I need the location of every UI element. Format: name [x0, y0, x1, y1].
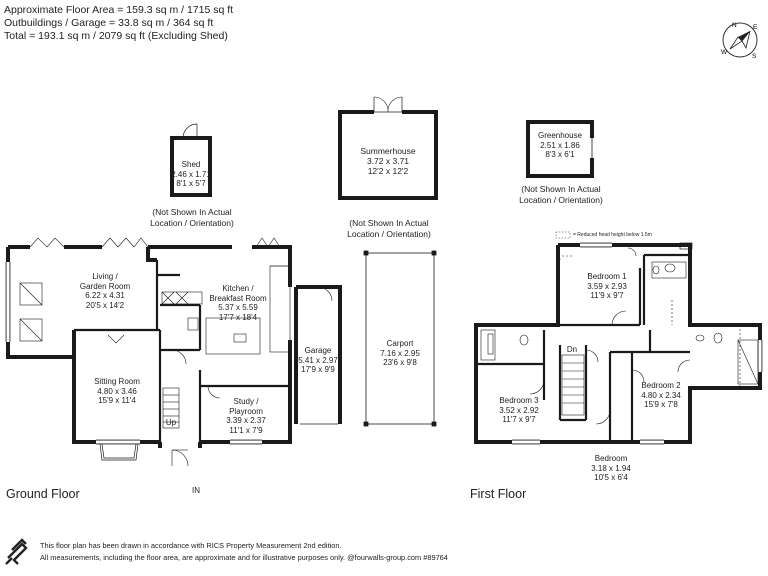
stairs-down-label: Dn: [566, 345, 578, 354]
head-height-key: [556, 232, 570, 238]
bedroom-3-label: Bedroom 3 3.52 x 2.92 11'7 x 9'7: [499, 396, 539, 424]
summerhouse-label: Summerhouse 3.72 x 3.71 12'2 x 12'2: [360, 146, 416, 176]
living-room-label: Living / Garden Room 6.22 x 4.31 20'5 x 14'2: [79, 272, 131, 310]
bedroom-1-label: Bedroom 1 3.59 x 2.93 11'9 x 9'7: [587, 272, 627, 300]
carport-label: Carport 7.16 x 2.95 23'6 x 9'8: [380, 339, 420, 367]
first-floor-fixtures: [481, 245, 758, 388]
outbuildings-area-line: Outbuildings / Garage = 33.8 sq m / 364 sq ft: [4, 17, 214, 29]
stairs-up-label: Up: [165, 418, 177, 427]
entrance-label: IN: [192, 486, 200, 495]
compass-w: W: [721, 49, 728, 56]
shed-label: Shed 2.46 x 1.71 8'1 x 5'7: [171, 160, 211, 188]
brand-logo-icon: [4, 532, 30, 566]
compass-n: N: [732, 22, 737, 29]
head-height-note: = Reduced head height below 1.5m: [573, 232, 652, 238]
living-room-fixtures: [20, 283, 42, 341]
first-floor-title: First Floor: [470, 487, 527, 501]
kitchen-label: Kitchen / Breakfast Room 5.37 x 5.59 17'7 x 18'4: [209, 284, 267, 322]
summerhouse-location-note: (Not Shown In Actual Location / Orientation): [347, 218, 431, 239]
sitting-room-label: Sitting Room 4.80 x 3.46 15'9 x 11'4: [94, 377, 140, 405]
floor-area-line: Approximate Floor Area = 159.3 sq m / 1715 sq ft: [4, 4, 234, 16]
first-floor-stairs: [562, 355, 584, 415]
rics-disclaimer: This floor plan has been drawn in accordance with RICS Property Measurement 2nd edition.: [40, 541, 342, 550]
study-label: Study / Playroom 3.39 x 2.37 11'1 x 7'9: [226, 397, 266, 435]
greenhouse-location-note: (Not Shown In Actual Location / Orientation): [519, 184, 603, 205]
compass-e: E: [753, 24, 758, 31]
shed-location-note: (Not Shown In Actual Location / Orientation): [150, 207, 234, 228]
compass-s: S: [752, 53, 757, 60]
total-area-line: Total = 193.1 sq m / 2079 sq ft (Excluding Shed): [4, 30, 228, 42]
greenhouse-label: Greenhouse 2.51 x 1.86 8'3 x 6'1: [537, 131, 583, 159]
ground-floor-title: Ground Floor: [6, 487, 80, 501]
bedroom-4-label: Bedroom 3.18 x 1.94 10'5 x 6'4: [591, 454, 631, 482]
measurement-disclaimer: All measurements, including the floor area, are approximate and for illustrative purposes only. @fourwalls-group.com #89764: [40, 553, 448, 562]
bedroom-2-label: Bedroom 2 4.80 x 2.34 15'9 x 7'8: [641, 381, 681, 409]
garage-label: Garage 5.41 x 2.97 17'9 x 9'9: [298, 346, 338, 374]
